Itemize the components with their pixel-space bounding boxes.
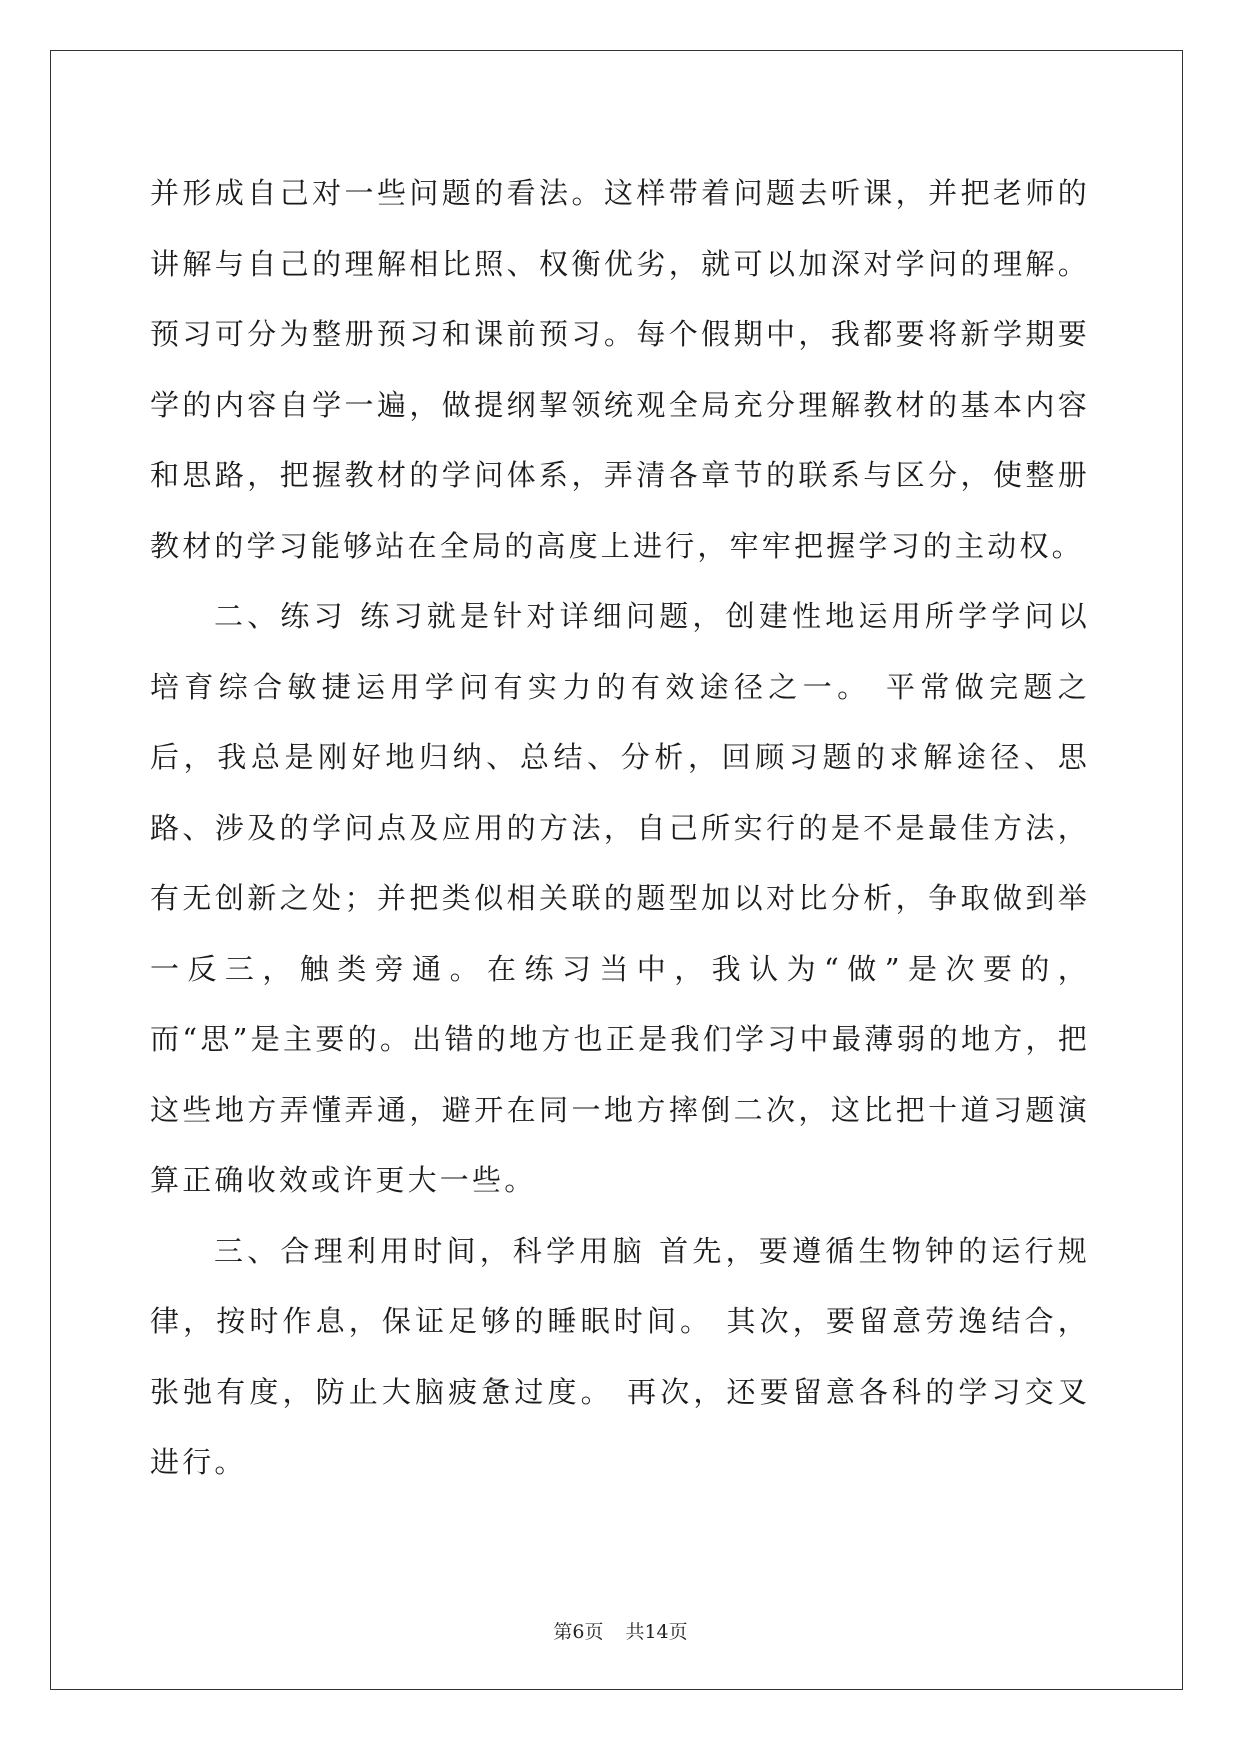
paragraph-2: 二、练习 练习就是针对详细问题，创建性地运用所学学问以培育综合敏捷运用学问有实力的有效途径之一。 平常做完题之后，我总是刚好地归纳、总结、分析，回顾习题的求解途径、思路、涉及的学问点及应用的方法，自己所实行的是不是最佳方法，有无创新之处；并把类似相关联的题型加以对比分析，争取做到举一反三，触类旁通。在练习当中，我认为“做”是次要的，而“思”是主要的。出错的地方也正是我们学习中最薄弱的地方，把这些地方弄懂弄通，避开在同一地方摔倒二次，这比把十道习题演算正确收效或许更大一些。: [150, 599, 1090, 1197]
paragraph-3: 三、合理利用时间，科学用脑 首先，要遵循生物钟的运行规律，按时作息，保证足够的睡眠时间。 其次，要留意劳逸结合，张弛有度，防止大脑疲惫过度。 再次，还要留意各科的学习交叉进行。: [150, 1233, 1090, 1479]
document-body: [150, 158, 1090, 1498]
page-footer: [0, 1617, 1241, 1644]
paragraph-1: 并形成自己对一些问题的看法。这样带着问题去听课，并把老师的讲解与自己的理解相比照、权衡优劣，就可以加深对学问的理解。预习可分为整册预习和课前预习。每个假期中，我都要将新学期要学的内容自学一遍，做提纲挈领统观全局充分理解教材的基本内容和思路，把握教材的学问体系，弄清各章节的联系与区分，使整册教材的学习能够站在全局的高度上进行，牢牢把握学习的主动权。: [150, 176, 1090, 563]
page-number-current: 第6页: [553, 1621, 604, 1643]
page-number-total: 共14页: [625, 1621, 688, 1643]
